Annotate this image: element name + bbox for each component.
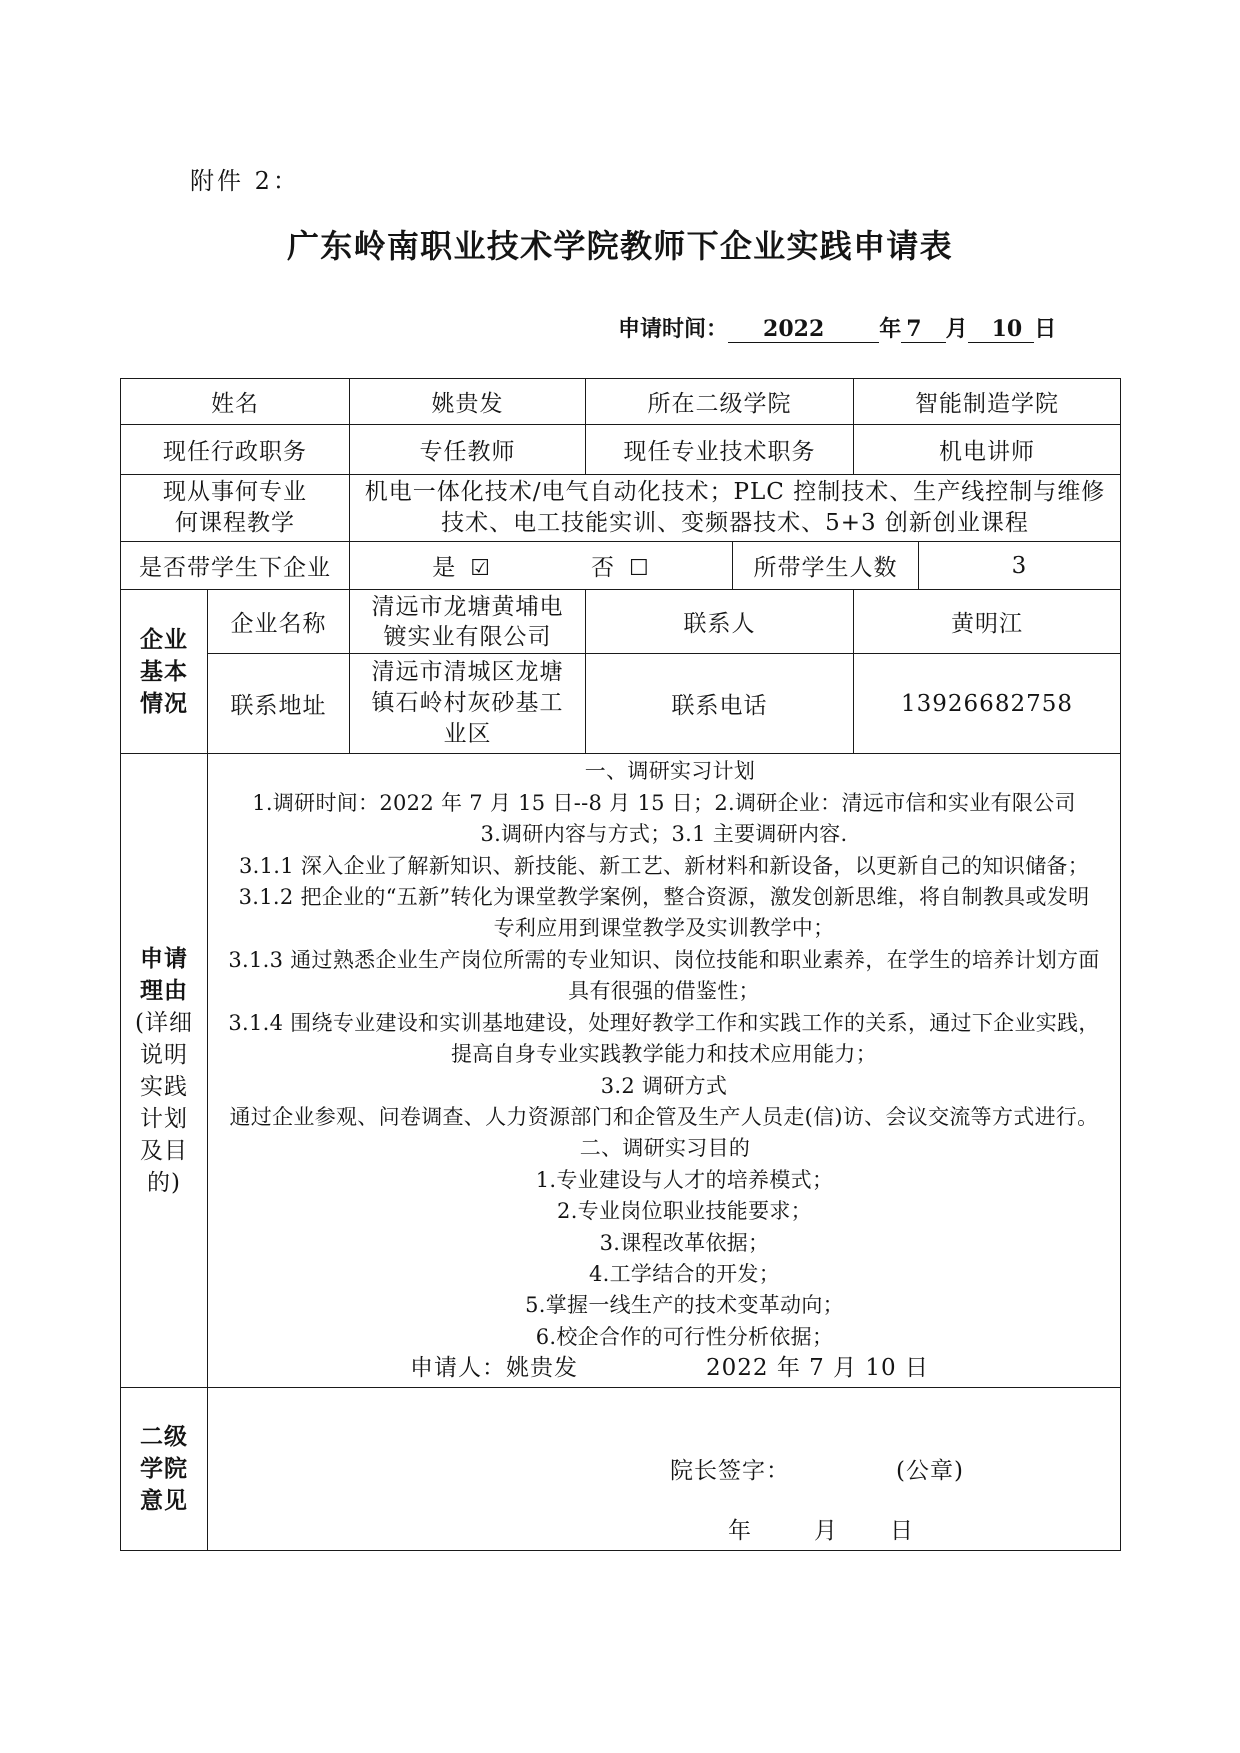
name-value: 姚贵发 [350, 379, 586, 425]
plan-line: 3.1.4 围绕专业建设和实训基地建设，处理好教学工作和实践工作的关系，通过下企业实践， [228, 1010, 1100, 1035]
apply-day-unit: 日 [1034, 316, 1057, 342]
opinion-label-line: 二级 [140, 1423, 188, 1450]
applicant-signature-line [208, 1353, 1120, 1384]
plan-line: 3.1.3 通过熟悉企业生产岗位所需的专业知识、岗位技能和职业素养，在学生的培养计划方面 [228, 947, 1100, 972]
plan-line: 3.1.1 深入企业了解新知识、新技能、新工艺、新材料和新设备，以更新自己的知识储备； [238, 853, 1089, 878]
reason-sublabel-line: 的) [147, 1169, 181, 1196]
course-value-line: 机电一体化技术/电气自动化技术；PLC 控制技术、生产线控制与维修 [364, 479, 1106, 505]
opinion-label-line: 学院 [140, 1455, 188, 1482]
reason-sublabel-line: 实践 [140, 1073, 188, 1100]
row-course [121, 475, 1121, 542]
plan-line: 3.调研内容与方式；3.1 主要调研内容. [480, 822, 848, 847]
purpose-item: 5.掌握一线生产的技术变革动向； [525, 1293, 844, 1318]
row-students [121, 542, 1121, 590]
address-line: 业区 [443, 721, 492, 747]
reason-sublabel-line: (详细 [135, 1009, 193, 1036]
empty-box-icon: ☐ [629, 556, 650, 581]
college-label: 所在二级学院 [586, 379, 854, 425]
official-seal-label: (公章) [896, 1458, 964, 1484]
plan-line: 1.调研时间：2022 年 7 月 15 日--8 月 15 日；2.调研企业：清远市信和实业有限公司 [252, 790, 1076, 815]
apply-year-unit: 年 [879, 316, 902, 342]
purpose-item: 1.专业建设与人才的培养模式； [535, 1167, 834, 1192]
attachment-label: 附件 2： [190, 167, 300, 195]
course-value-line: 技术、电工技能实训、变频器技术、5+3 创新创业课程 [441, 510, 1029, 536]
row-company-address [121, 654, 1121, 754]
tech-title-label: 现任专业技术职务 [586, 425, 854, 475]
reason-sublabel-line: 说明 [140, 1041, 188, 1068]
company-section-label [121, 590, 208, 754]
no-label: 否 [591, 555, 615, 581]
opinion-year-unit: 年 [728, 1518, 752, 1544]
bring-students-choice [350, 542, 733, 590]
purpose-item: 3.课程改革依据； [599, 1230, 770, 1255]
company-name-value [350, 590, 586, 654]
row-opinion [121, 1388, 1121, 1551]
opinion-label [121, 1388, 208, 1551]
course-label-line: 何课程教学 [175, 510, 295, 536]
application-form-table [120, 378, 1121, 1551]
reason-label-line: 理由 [140, 976, 188, 1004]
dean-signature-label: 院长签字： [670, 1458, 790, 1484]
reason-label [121, 754, 208, 1388]
reason-content [208, 754, 1121, 1388]
row-company-name [121, 590, 1121, 654]
purpose-heading: 二、调研实习目的 [579, 1136, 751, 1161]
purpose-item: 6.校企合作的可行性分析依据； [535, 1324, 834, 1349]
company-section-label-line: 企业 [140, 625, 188, 653]
plan-heading: 一、调研实习计划 [584, 759, 756, 784]
phone-value: 13926682758 [854, 654, 1121, 754]
plan-line: 通过企业参观、问卷调查、人力资源部门和企管及生产人员走(信)访、会议交流等方式进行。 [229, 1104, 1099, 1129]
admin-post-label: 现任行政职务 [121, 425, 350, 475]
row-name [121, 379, 1121, 425]
bring-students-label: 是否带学生下企业 [121, 542, 350, 590]
row-posts [121, 425, 1121, 475]
name-label: 姓名 [121, 379, 350, 425]
reason-sublabel-line: 及目 [140, 1137, 188, 1164]
student-count-label: 所带学生人数 [733, 542, 919, 590]
purpose-item: 4.工学结合的开发； [588, 1261, 781, 1286]
company-name-label: 企业名称 [208, 590, 350, 654]
plan-line: 提高自身专业实践教学能力和技术应用能力； [451, 1042, 877, 1067]
plan-line: 专利应用到课堂教学及实训教学中； [493, 916, 835, 941]
address-line: 清远市清城区龙塘 [371, 659, 564, 685]
company-section-label-line: 基本 [140, 657, 188, 685]
student-count-value: 3 [919, 542, 1121, 590]
tech-title-value: 机电讲师 [854, 425, 1121, 475]
opinion-content [208, 1388, 1121, 1551]
apply-month: 7 [901, 316, 945, 343]
apply-month-unit: 月 [945, 316, 968, 342]
address-label: 联系地址 [208, 654, 350, 754]
phone-label: 联系电话 [586, 654, 854, 754]
no-option [591, 549, 650, 582]
apply-year: 2022 [728, 316, 879, 343]
yes-option [432, 549, 491, 582]
purpose-item: 2.专业岗位职业技能要求； [557, 1199, 812, 1224]
address-line: 镇石岭村灰砂基工 [371, 690, 564, 716]
applicant-signature: 申请人：姚贵发 [410, 1355, 578, 1382]
row-reason [121, 754, 1121, 1388]
opinion-month-unit: 月 [814, 1518, 838, 1544]
contact-label: 联系人 [586, 590, 854, 654]
apply-date-label: 申请时间： [618, 316, 729, 342]
form-title: 广东岭南职业技术学院教师下企业实践申请表 [286, 227, 953, 265]
company-section-label-line: 情况 [140, 689, 188, 717]
checked-box-icon: ☑ [470, 556, 491, 581]
opinion-day-unit: 日 [890, 1518, 914, 1544]
yes-label: 是 [432, 555, 457, 581]
reason-label-line: 申请 [140, 944, 188, 972]
college-value: 智能制造学院 [854, 379, 1121, 425]
plan-line: 3.2 调研方式 [600, 1073, 728, 1098]
applicant-date: 2022 年 7 月 10 日 [706, 1355, 929, 1382]
address-value [350, 654, 586, 754]
admin-post-value: 专任教师 [350, 425, 586, 475]
contact-value: 黄明江 [854, 590, 1121, 654]
reason-sublabel-line: 计划 [140, 1105, 188, 1132]
opinion-label-line: 意见 [140, 1487, 188, 1514]
course-label-line: 现从事何专业 [163, 479, 307, 505]
apply-date [618, 314, 1056, 344]
course-label [121, 475, 350, 542]
company-name-line: 镀实业有限公司 [383, 623, 552, 650]
company-name-line: 清远市龙塘黄埔电 [371, 593, 564, 620]
plan-line: 3.1.2 把企业的“五新”转化为课堂教学案例，整合资源，激发创新思维，将自制教具或发明 [238, 885, 1090, 910]
course-value [350, 475, 1121, 542]
plan-line: 具有很强的借鉴性； [568, 979, 760, 1004]
apply-day: 10 [968, 316, 1035, 343]
